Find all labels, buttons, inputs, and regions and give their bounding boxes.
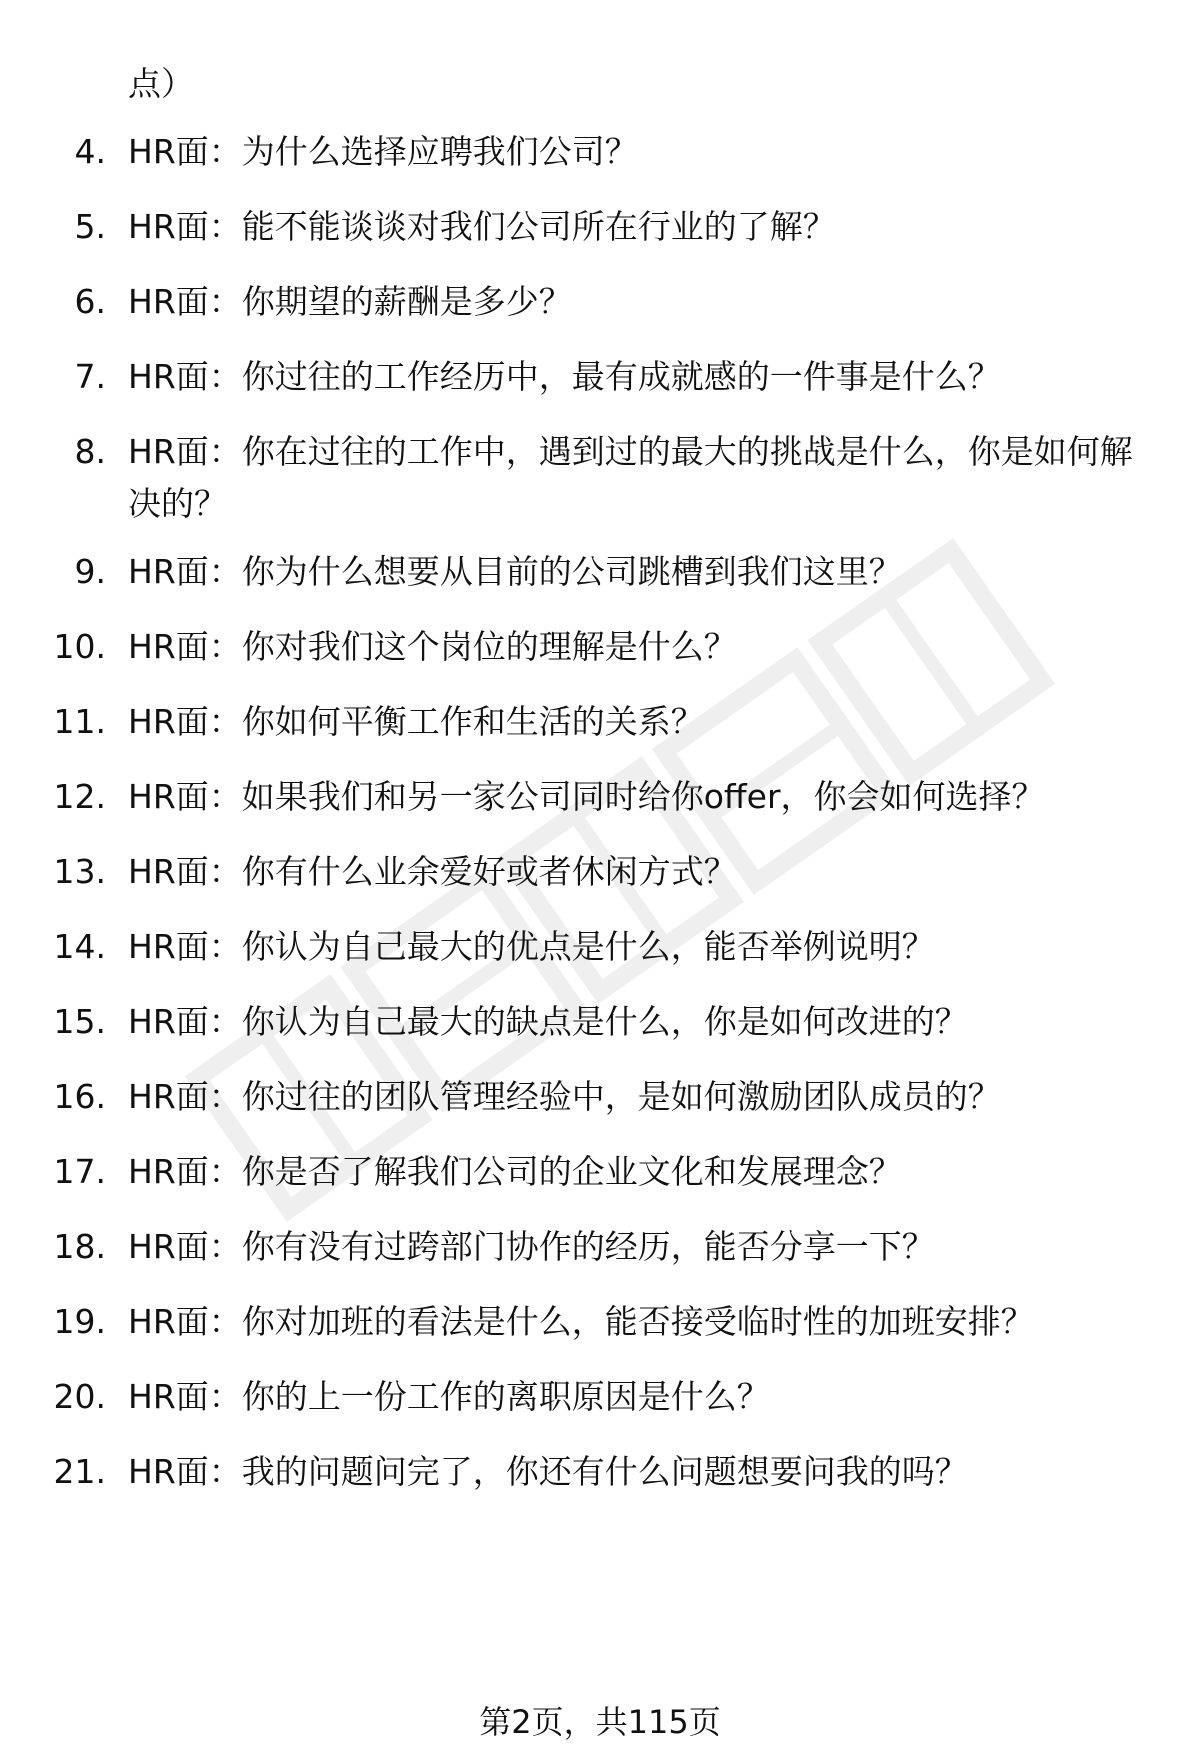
question-text: HR面：你有什么业余爱好或者休闲方式？ [128,852,737,891]
question-text: HR面：如果我们和另一家公司同时给你offer，你会如何选择？ [128,777,1045,816]
question-text: HR面：你如何平衡工作和生活的关系？ [128,702,704,741]
question-number: 6. [74,282,106,321]
question-number: 17. [53,1152,106,1191]
question-number: 9. [74,552,106,591]
question-number: 19. [53,1302,106,1341]
question-continuation: 点） [128,64,194,103]
question-number: 12. [53,777,106,816]
question-number: 18. [53,1227,106,1266]
question-text: HR面：我的问题问完了，你还有什么问题想要问我的吗？ [128,1452,968,1491]
question-text: HR面：你是否了解我们公司的企业文化和发展理念？ [128,1152,902,1191]
question-number: 15. [53,1002,106,1041]
question-number: 8. [74,432,106,471]
question-text: HR面：你在过往的工作中，遇到过的最大的挑战是什么，你是如何解决的？ [128,432,1133,523]
question-text: HR面：你过往的团队管理经验中，是如何激励团队成员的？ [128,1077,1001,1116]
question-text: HR面：你认为自己最大的缺点是什么，你是如何改进的？ [128,1002,968,1041]
question-number: 5. [74,207,106,246]
question-text: HR面：你对加班的看法是什么，能否接受临时性的加班安排？ [128,1302,1034,1341]
question-text: HR面：能不能谈谈对我们公司所在行业的了解？ [128,207,836,246]
question-text: HR面：你有没有过跨部门协作的经历，能否分享一下？ [128,1227,935,1266]
question-number: 13. [53,852,106,891]
question-number: 7. [74,357,106,396]
question-text: HR面：你过往的工作经历中，最有成就感的一件事是什么？ [128,357,1001,396]
page-number: 第2页，共115页 [479,1703,721,1741]
question-number: 4. [74,132,106,171]
question-text: HR面：你为什么想要从目前的公司跳槽到我们这里？ [128,552,902,591]
question-number: 11. [53,702,106,741]
question-text: HR面：你认为自己最大的优点是什么，能否举例说明？ [128,927,935,966]
question-number: 16. [53,1077,106,1116]
question-number: 14. [53,927,106,966]
question-text: HR面：你期望的薪酬是多少？ [128,282,572,321]
question-text: HR面：为什么选择应聘我们公司？ [128,132,638,171]
question-number: 10. [53,627,106,666]
question-text: HR面：你的上一份工作的离职原因是什么？ [128,1377,770,1416]
question-number: 20. [53,1377,106,1416]
question-text: HR面：你对我们这个岗位的理解是什么？ [128,627,737,666]
question-number: 21. [53,1452,106,1491]
